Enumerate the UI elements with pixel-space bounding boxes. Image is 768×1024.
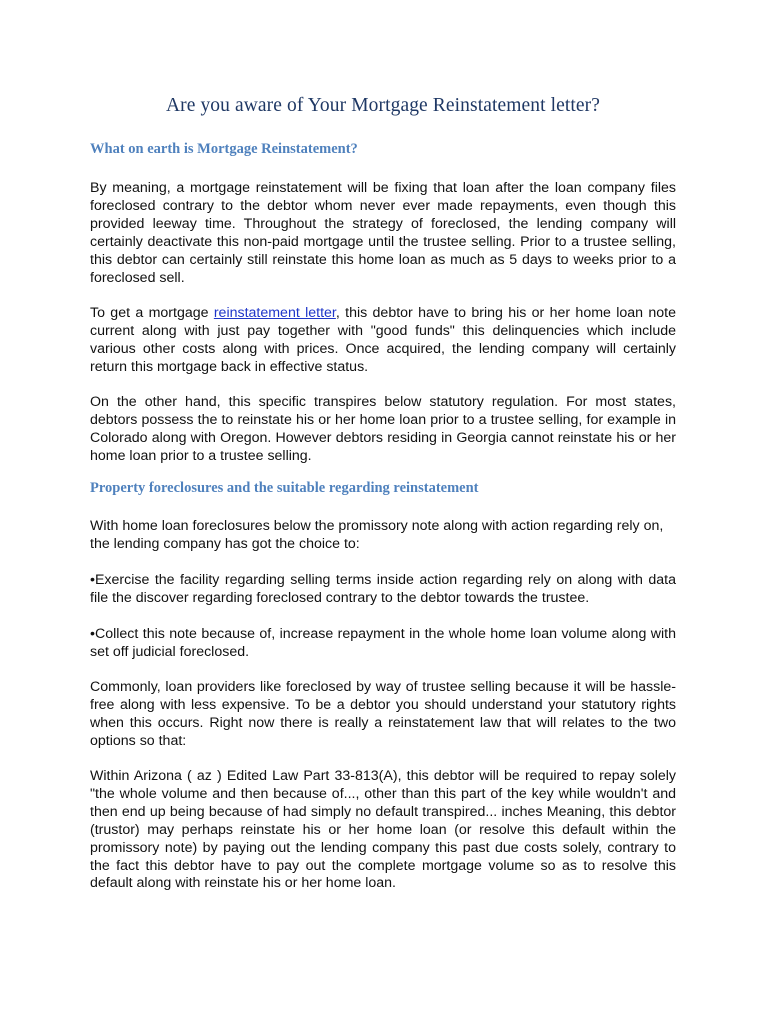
paragraph-statutory-regulation: On the other hand, this specific transpires below statutory regulation. For most states, debtors possess the to reinstate his or her home loan prior to a trustee selling, for example in Colorado along with Oregon. However debtors residing in Georgia cannot reinstate his or her home loan prior to a trustee selling. [90,394,676,464]
paragraph-lender-choice: With home loan foreclosures below the promissory note along with action regarding rely on, the lending company has got the choice to: [90,518,664,552]
paragraph-reinstatement-letter [90,305,676,377]
paragraph-arizona-law: Within Arizona ( az ) Edited Law Part 33-813(A), this debtor will be required to repay solely "the whole volume and then because of..., other than this part of the key while wouldn't and then end up being because of had simply no default transpired... inches Meaning, this debtor (trustor) may perhaps reinstate his or her home loan (or resolve this default within the promissory note) by paying out the lending company this past due costs solely, contrary to the fact this debtor have to pay out the complete mortgage volume so as to resolve this default along with reinstate his or her home loan. [90,768,676,892]
paragraph-text-after-link: , this debtor have to bring his or her home loan note current along with just pay together with "good funds" this delinquencies which include various other costs along with prices. Once acquired, the lending company will certainly return this mortgage back in effective status. [90,305,676,375]
section-heading-property-foreclosures: Property foreclosures and the suitable regarding reinstatement [90,480,479,496]
document-title: Are you aware of Your Mortgage Reinstatement letter? [165,95,601,116]
paragraph-commonly: Commonly, loan providers like foreclosed by way of trustee selling because it will be hassle-free along with less expensive. To be a debtor you should understand your statutory rights when this occurs. Right now there is really a reinstatement law that will relates to the two options so that: [90,679,676,749]
paragraph-text-before-link: To get a mortgage [90,305,214,321]
bullet-exercise-facility: •Exercise the facility regarding selling terms inside action regarding rely on along with data file the discover regarding foreclosed contrary to the debtor towards the trustee. [90,572,676,606]
paragraph-definition: By meaning, a mortgage reinstatement will be fixing that loan after the loan company files foreclosed contrary to the debtor whom never ever made repayments, even though this provided leeway time. Throughout the strategy of foreclosed, the lending company will certainly deactivate this non-paid mortgage until the trustee selling. Prior to a trustee selling, this debtor can certainly still reinstate this home loan as much as 5 days to weeks prior to a foreclosed sell. [90,180,676,286]
section-heading-mortgage-reinstatement: What on earth is Mortgage Reinstatement? [90,141,358,157]
reinstatement-letter-link[interactable]: reinstatement letter [213,305,336,321]
bullet-collect-note: •Collect this note because of, increase repayment in the whole home loan volume along with set off judicial foreclosed. [90,626,676,660]
